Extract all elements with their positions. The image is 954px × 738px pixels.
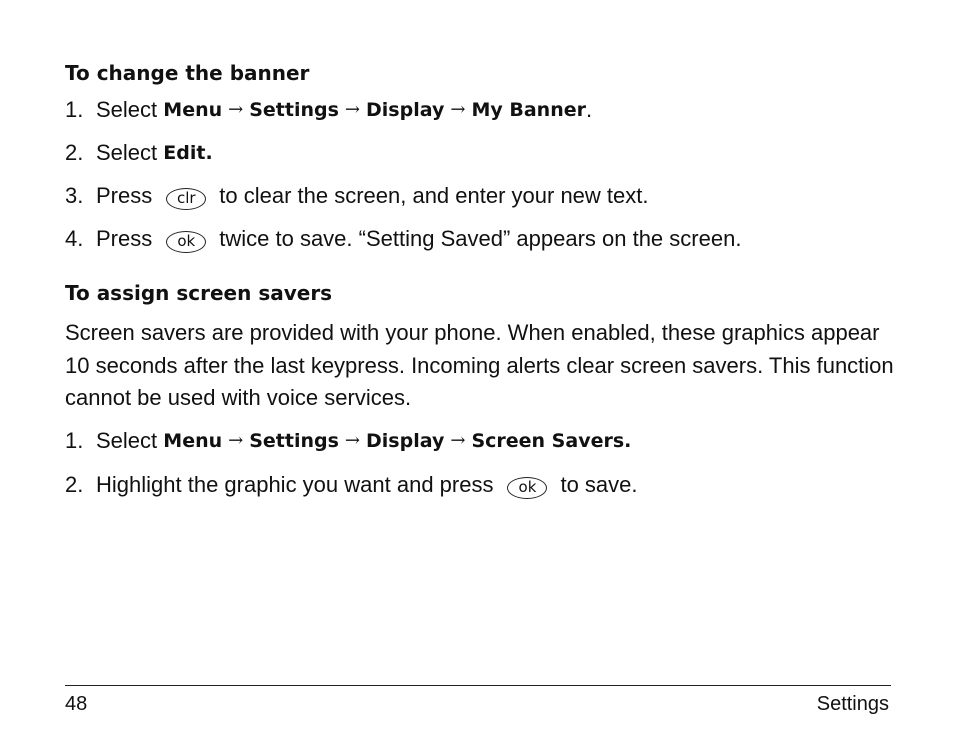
menu-path-item: My Banner (471, 99, 586, 121)
step-number: 2. (65, 472, 84, 497)
step-text: to save. (560, 472, 638, 497)
banner-step-2 (65, 139, 213, 167)
footer-section-title: Settings (816, 693, 889, 715)
clr-key-icon: clr (166, 188, 206, 210)
step-text: to clear the screen, and enter your new text. (219, 183, 649, 208)
step-number: 1. (65, 97, 84, 122)
menu-path-item: Display (366, 430, 445, 452)
menu-path-item: Menu (163, 430, 223, 452)
step-number: 2. (65, 140, 84, 165)
arrow-icon: → (344, 99, 361, 120)
menu-path-item: Display (366, 99, 445, 121)
step-number: 4. (65, 226, 84, 251)
banner-step-4 (65, 225, 741, 253)
arrow-icon: → (450, 430, 466, 451)
step-text: twice to save. “Setting Saved” appears on the screen. (219, 226, 742, 251)
saver-step-2 (65, 471, 638, 499)
step-end: . (585, 97, 593, 122)
arrow-icon: → (344, 430, 361, 451)
footer-divider (65, 685, 891, 686)
menu-path-item: Screen Savers. (471, 430, 632, 452)
menu-path-item: Edit. (163, 142, 213, 164)
step-number: 1. (65, 428, 84, 453)
menu-path-item: Settings (249, 99, 339, 121)
banner-step-3 (65, 182, 649, 210)
step-text: Select (96, 428, 158, 453)
banner-step-1 (65, 96, 592, 124)
step-number: 3. (65, 183, 84, 208)
step-text: Select (96, 97, 158, 122)
heading-screen-savers: To assign screen savers (65, 281, 333, 305)
ok-key-icon: ok (166, 231, 206, 253)
heading-change-banner: To change the banner (65, 61, 310, 85)
arrow-icon: → (450, 99, 466, 120)
arrow-icon: → (228, 430, 244, 451)
page-number: 48 (65, 693, 88, 715)
step-text: Press (96, 183, 153, 208)
menu-path-item: Menu (163, 99, 223, 121)
step-text: Highlight the graphic you want and press (96, 472, 494, 497)
arrow-icon: → (228, 99, 244, 120)
step-text: Press (96, 226, 153, 251)
screen-savers-paragraph: Screen savers are provided with your phone. When enabled, these graphics appear 10 seconds after the last keypress. Incoming alerts clear screen savers. This function cannot be used with voice services. (65, 320, 894, 410)
saver-step-1 (65, 427, 631, 455)
step-text: Select (96, 140, 158, 165)
menu-path-item: Settings (249, 430, 339, 452)
ok-key-icon: ok (507, 477, 547, 499)
